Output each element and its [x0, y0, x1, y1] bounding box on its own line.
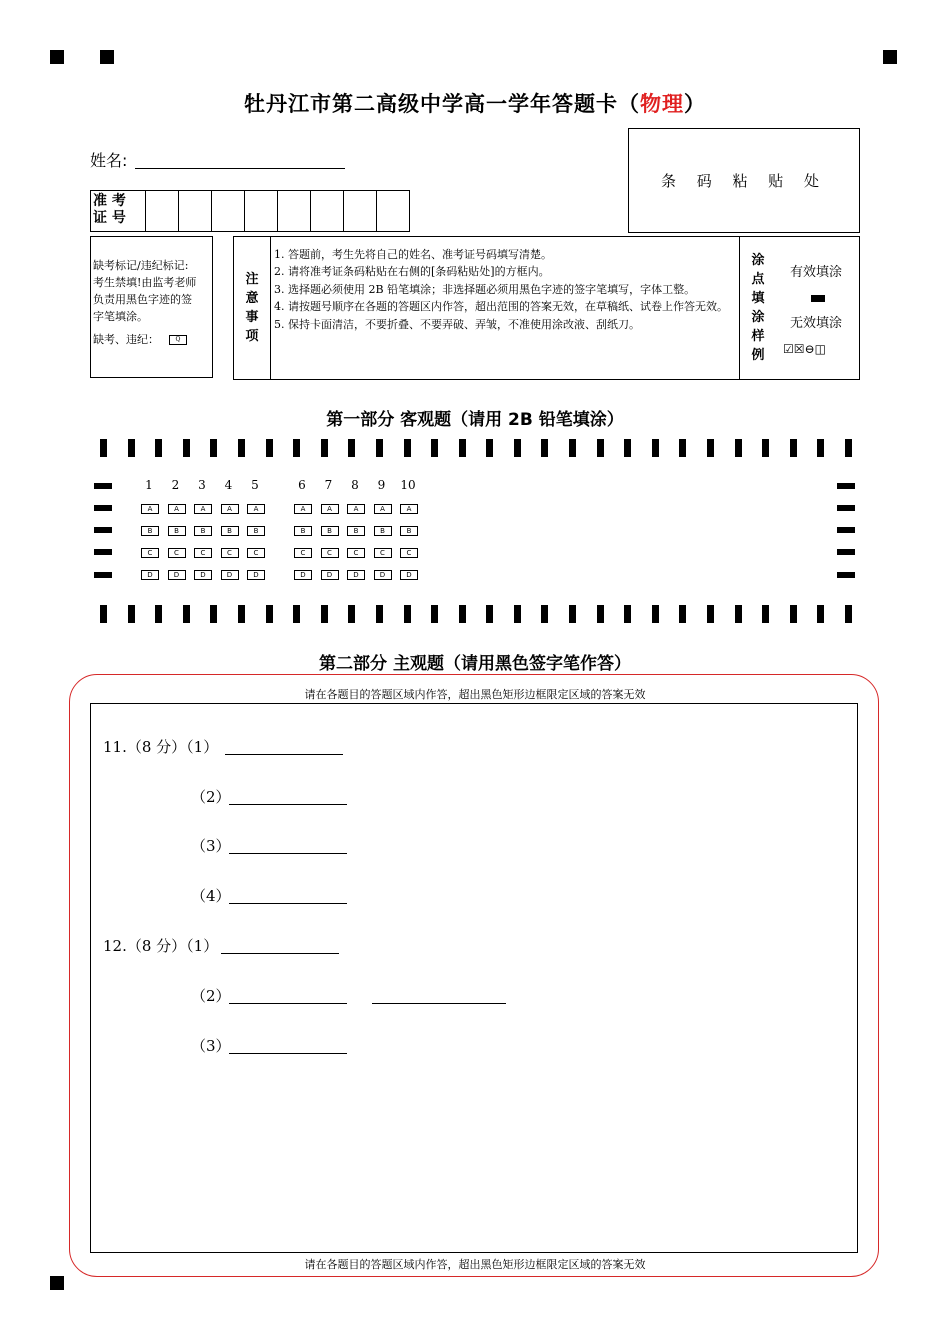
note-item: 4. 请按题号顺序在各题的答题区内作答，超出范围的答案无效，在草稿纸、试卷上作答无效。: [274, 300, 728, 314]
timing-mark: [404, 439, 411, 457]
part2-title: 第二部分 主观题（请用黑色签字笔作答）: [319, 654, 631, 674]
side-timing-mark: [94, 505, 112, 511]
exam-number-cell[interactable]: [278, 191, 311, 231]
note-item: 2. 请将准考证条码粘贴在右侧的[条码粘贴处]的方框内。: [274, 265, 550, 279]
answer-warning-top: 请在各题目的答题区域内作答，超出黑色矩形边框限定区域的答案无效: [304, 688, 646, 701]
answer-bubble-3-B[interactable]: B: [194, 526, 212, 536]
question-number: 2: [171, 478, 180, 492]
q12-label: 12.（8 分）（1）: [103, 937, 219, 955]
timing-mark: [321, 439, 328, 457]
side-timing-mark: [94, 483, 112, 489]
timing-mark: [348, 605, 355, 623]
answer-bubble-8-A[interactable]: A: [347, 504, 365, 514]
timing-mark: [128, 605, 135, 623]
side-timing-mark: [94, 549, 112, 555]
exam-number-cell[interactable]: [212, 191, 245, 231]
timing-mark: [569, 439, 576, 457]
side-timing-mark: [837, 483, 855, 489]
timing-mark: [541, 605, 548, 623]
timing-mark: [183, 439, 190, 457]
timing-mark: [321, 605, 328, 623]
question-number: 4: [224, 478, 233, 492]
answer-bubble-9-C[interactable]: C: [374, 548, 392, 558]
absent-line: 字笔填涂。: [93, 310, 148, 323]
timing-mark: [707, 439, 714, 457]
timing-mark: [486, 439, 493, 457]
answer-bubble-1-D[interactable]: D: [141, 570, 159, 580]
q11-answer-2[interactable]: [229, 804, 347, 805]
timing-mark: [790, 439, 797, 457]
exam-number-cell[interactable]: [179, 191, 212, 231]
timing-mark: [266, 439, 273, 457]
timing-mark: [376, 439, 383, 457]
answer-bubble-1-C[interactable]: C: [141, 548, 159, 558]
invalid-fill-marks: ☑☒⊖◫: [783, 342, 826, 356]
answer-bubble-10-C[interactable]: C: [400, 548, 418, 558]
barcode-label: 条 码 粘 贴 处: [660, 172, 828, 190]
answer-bubble-1-A[interactable]: A: [141, 504, 159, 514]
question-number: 8: [351, 478, 359, 492]
exam-number-grid: [90, 190, 410, 232]
answer-bubble-8-B[interactable]: B: [347, 526, 365, 536]
note-item: 5. 保持卡面清洁，不要折叠、不要弄破、弄皱，不准使用涂改液、刮纸刀。: [274, 317, 640, 331]
answer-bubble-7-A[interactable]: A: [321, 504, 339, 514]
timing-mark: [817, 605, 824, 623]
question-number: 10: [400, 478, 416, 492]
q12-answer-3[interactable]: [229, 1053, 347, 1054]
exam-number-cell[interactable]: [245, 191, 278, 231]
timing-mark: [652, 439, 659, 457]
timing-mark: [845, 605, 852, 623]
timing-mark: [459, 605, 466, 623]
corner-mark-top-left-1: [50, 50, 64, 64]
timing-mark: [348, 439, 355, 457]
answer-bubble-8-C[interactable]: C: [347, 548, 365, 558]
timing-mark: [569, 605, 576, 623]
answer-bubble-2-C[interactable]: C: [168, 548, 186, 558]
timing-mark: [238, 605, 245, 623]
answer-bubble-6-D[interactable]: D: [294, 570, 312, 580]
answer-bubble-9-A[interactable]: A: [374, 504, 392, 514]
answer-bubble-5-C[interactable]: C: [247, 548, 265, 558]
corner-mark-bottom-left: [50, 1276, 64, 1290]
exam-number-cell[interactable]: [146, 191, 179, 231]
valid-fill-mark: [811, 295, 825, 302]
timing-mark: [762, 439, 769, 457]
absent-mark-label: 缺考、违纪：: [93, 333, 159, 346]
question-number: 9: [377, 478, 386, 492]
answer-bubble-3-A[interactable]: A: [194, 504, 212, 514]
note-item: 3. 选择题必须使用 2B 铅笔填涂；非选择题必须用黑色字迹的签字笔填写，字体工整。: [274, 282, 696, 296]
timing-mark: [790, 605, 797, 623]
timing-mark: [707, 605, 714, 623]
q11-sub-label: （3）: [191, 837, 231, 855]
timing-mark: [541, 439, 548, 457]
title-subject: 物理: [640, 92, 684, 116]
timing-mark: [431, 439, 438, 457]
absent-line: 缺考标记/违纪标记:: [93, 259, 189, 272]
exam-number-label: 准 考 证 号: [91, 191, 146, 231]
note-item: 1. 答题前，考生先将自己的姓名、准考证号码填写清楚。: [274, 248, 552, 261]
question-number: 7: [324, 478, 333, 492]
answer-bubble-7-B[interactable]: B: [321, 526, 339, 536]
q11-answer-4[interactable]: [229, 903, 347, 904]
timing-mark: [210, 605, 217, 623]
absent-line: 负责用黑色字迹的签: [93, 293, 192, 306]
timing-mark: [679, 605, 686, 623]
question-number: 5: [251, 478, 259, 492]
corner-mark-top-left-2: [100, 50, 114, 64]
timing-mark: [100, 605, 107, 623]
timing-mark: [514, 605, 521, 623]
question-number: 6: [298, 478, 306, 492]
answer-bubble-2-B[interactable]: B: [168, 526, 186, 536]
q11-sub-label: （4）: [191, 887, 231, 905]
answer-bubble-4-B[interactable]: B: [221, 526, 239, 536]
q12-sub-label: （2）: [191, 987, 231, 1005]
answer-bubble-3-C[interactable]: C: [194, 548, 212, 558]
answer-bubble-9-D[interactable]: D: [374, 570, 392, 580]
corner-mark-top-right: [883, 50, 897, 64]
notes-box: [233, 236, 860, 380]
title-close: ）: [684, 92, 706, 116]
exam-number-cell[interactable]: [344, 191, 377, 231]
answer-bubble-10-A[interactable]: A: [400, 504, 418, 514]
timing-mark: [597, 605, 604, 623]
side-timing-mark: [837, 572, 855, 578]
timing-mark: [155, 439, 162, 457]
timing-mark: [128, 439, 135, 457]
timing-marks-bottom: [100, 605, 852, 623]
answer-bubble-10-D[interactable]: D: [400, 570, 418, 580]
part1-title: 第一部分 客观题（请用 2B 铅笔填涂）: [326, 410, 624, 430]
timing-mark: [735, 439, 742, 457]
timing-mark: [762, 605, 769, 623]
side-timing-mark: [837, 527, 855, 533]
side-timing-mark: [837, 549, 855, 555]
timing-mark: [597, 439, 604, 457]
answer-bubble-4-A[interactable]: A: [221, 504, 239, 514]
timing-mark: [293, 439, 300, 457]
q11-answer-1[interactable]: [225, 754, 343, 755]
timing-mark: [183, 605, 190, 623]
timing-mark: [293, 605, 300, 623]
timing-mark: [266, 605, 273, 623]
answer-bubble-5-D[interactable]: D: [247, 570, 265, 580]
answer-bubble-6-A[interactable]: A: [294, 504, 312, 514]
timing-mark: [155, 605, 162, 623]
answer-bubble-10-B[interactable]: B: [400, 526, 418, 536]
barcode-area: [628, 128, 860, 233]
answer-bubble-2-D[interactable]: D: [168, 570, 186, 580]
absent-mark-bubble[interactable]: Q: [169, 335, 187, 345]
timing-mark: [817, 439, 824, 457]
exam-number-cell[interactable]: [377, 191, 409, 231]
question-number: 1: [145, 478, 153, 492]
answer-bubble-6-B[interactable]: B: [294, 526, 312, 536]
q11-sub-label: （2）: [191, 788, 231, 806]
answer-bubble-4-C[interactable]: C: [221, 548, 239, 558]
answer-bubble-2-A[interactable]: A: [168, 504, 186, 514]
title-main: 牡丹江市第二高级中学高一学年答题卡（: [244, 92, 640, 116]
timing-marks-top: [100, 439, 852, 457]
q12-answer-2a[interactable]: [229, 1003, 347, 1004]
exam-number-cell[interactable]: [311, 191, 344, 231]
timing-mark: [486, 605, 493, 623]
answer-bubble-3-D[interactable]: D: [194, 570, 212, 580]
answer-bubble-7-D[interactable]: D: [321, 570, 339, 580]
side-timing-mark: [94, 572, 112, 578]
timing-mark: [100, 439, 107, 457]
timing-mark: [652, 605, 659, 623]
timing-mark: [624, 439, 631, 457]
q11-label: 11.（8 分）（1）: [103, 738, 219, 756]
q12-answer-1[interactable]: [221, 953, 339, 954]
timing-mark: [210, 439, 217, 457]
timing-mark: [679, 439, 686, 457]
timing-mark: [376, 605, 383, 623]
page-title: [0, 88, 950, 118]
absent-line: 考生禁填!由监考老师: [93, 276, 197, 289]
answer-warning-bottom: 请在各题目的答题区域内作答，超出黑色矩形边框限定区域的答案无效: [304, 1258, 646, 1271]
side-timing-mark: [94, 527, 112, 533]
answer-bubble-1-B[interactable]: B: [141, 526, 159, 536]
absent-mark-box: [90, 236, 213, 378]
invalid-fill-label: 无效填涂: [790, 316, 843, 331]
timing-mark: [238, 439, 245, 457]
timing-mark: [735, 605, 742, 623]
answer-bubble-7-C[interactable]: C: [321, 548, 339, 558]
notes-list: [274, 246, 736, 333]
timing-mark: [431, 605, 438, 623]
answer-bubble-6-C[interactable]: C: [294, 548, 312, 558]
timing-mark: [845, 439, 852, 457]
answer-bubble-4-D[interactable]: D: [221, 570, 239, 580]
answer-bubble-5-A[interactable]: A: [247, 504, 265, 514]
answer-box: [90, 703, 858, 1253]
fill-example-heading: 涂 点 填 涂 样 例: [739, 237, 776, 379]
name-field[interactable]: [135, 168, 345, 169]
question-number: 3: [198, 478, 206, 492]
q11-answer-3[interactable]: [229, 853, 347, 854]
answer-bubble-8-D[interactable]: D: [347, 570, 365, 580]
name-label: 姓名:: [90, 151, 128, 170]
timing-mark: [624, 605, 631, 623]
valid-fill-label: 有效填涂: [790, 265, 843, 280]
notes-heading: 注 意 事 项: [234, 237, 271, 379]
answer-bubble-9-B[interactable]: B: [374, 526, 392, 536]
q12-sub-label: （3）: [191, 1037, 231, 1055]
timing-mark: [514, 439, 521, 457]
q12-answer-2b[interactable]: [372, 1003, 506, 1004]
timing-mark: [404, 605, 411, 623]
timing-mark: [459, 439, 466, 457]
side-timing-mark: [837, 505, 855, 511]
answer-bubble-5-B[interactable]: B: [247, 526, 265, 536]
